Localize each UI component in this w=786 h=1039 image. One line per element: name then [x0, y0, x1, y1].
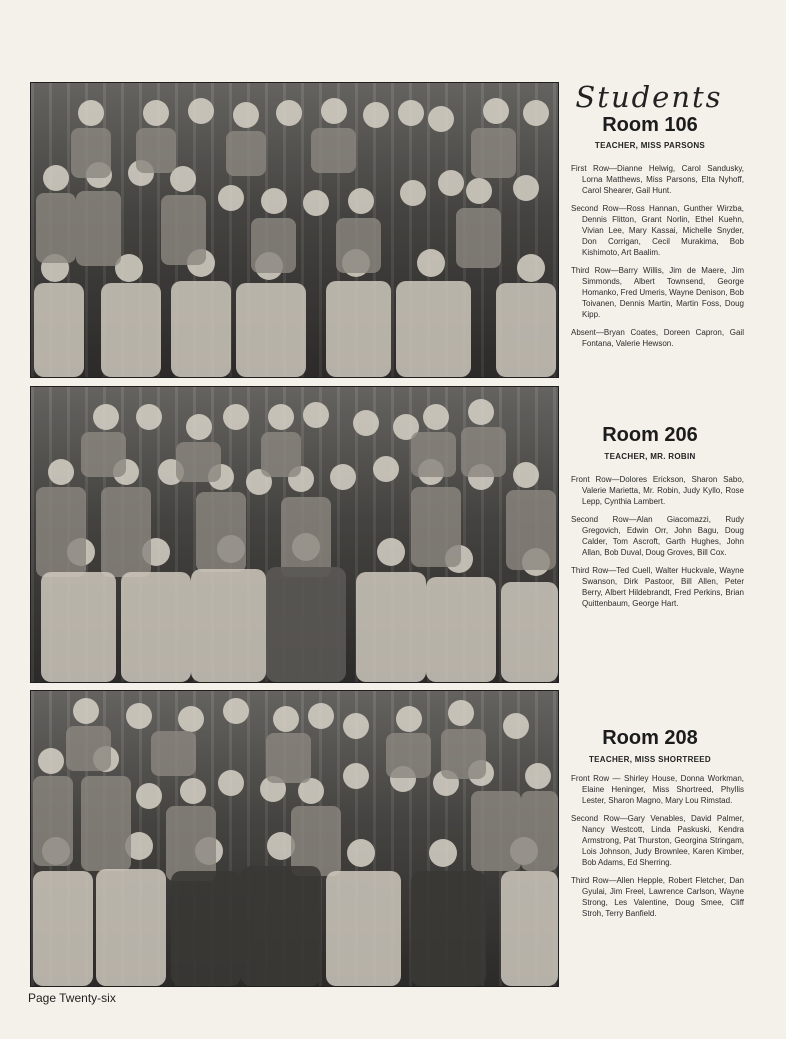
room-106-caption — [571, 163, 744, 356]
room-208-front-row: Front Row — Shirley House, Donna Workman, Elaine Heninger, Miss Shortreed, Phyllis Lester, Sharon Magno, Mary Lou Rimstad. — [571, 774, 744, 805]
room-208-third-row: Third Row—Allen Hepple, Robert Fletcher, Dan Gyulai, Jim Freel, Lawrence Carlson, Wayne Strong, Les Valentine, Doug Smee, Cliff Stroh, Terry Banfield. — [571, 876, 744, 918]
room-106-teacher: TEACHER, MISS PARSONS — [594, 141, 706, 150]
class-photo-figures — [31, 691, 558, 986]
room-208-caption — [571, 773, 744, 926]
section-title: Students — [575, 80, 723, 114]
class-photo-room-106 — [30, 82, 559, 378]
room-206-caption — [571, 474, 744, 616]
class-photo-room-208 — [30, 690, 559, 987]
class-photo-room-206 — [30, 386, 559, 683]
class-photo-figures — [31, 387, 558, 682]
room-208-teacher: TEACHER, MISS SHORTREED — [588, 755, 712, 764]
room-206-third-row: Third Row—Ted Cuell, Walter Huckvale, Wayne Swanson, Dirk Pastoor, Bill Allen, Peter Berry, Albert Hildebrandt, Fred Perkins, Brian Quittenbaum, George Hart. — [571, 566, 744, 608]
room-106-absent: Absent—Bryan Coates, Doreen Capron, Gail Fontana, Valerie Hewson. — [571, 328, 744, 348]
room-106-first-row: First Row—Dianne Helwig, Carol Sandusky, Lorna Matthews, Miss Parsons, Elta Nyhoff, Carol Shearer, Gail Hunt. — [571, 164, 744, 195]
class-photo-figures — [31, 83, 558, 377]
page-number: Page Twenty-six — [28, 991, 116, 1005]
room-106-third-row: Third Row—Barry Willis, Jim de Maere, Jim Simmonds, Albert Townsend, George Homanko, Fred Umeris, Wayne Denison, Bob Toivanen, Dennis Martin, Martin Foss, Doug Kipp. — [571, 266, 744, 319]
room-106-title: Room 106 — [602, 114, 698, 136]
room-206-title: Room 206 — [602, 424, 698, 446]
room-208-title: Room 208 — [602, 727, 698, 749]
room-206-second-row: Second Row—Alan Giacomazzi, Rudy Gregovich, Edwin Orr, John Bagu, Doug Calder, Tom Ascroft, Garth Hughes, John Allan, Bob Duval, Doug Groves, Bill Cox. — [571, 515, 744, 557]
room-106-second-row: Second Row—Ross Hannan, Gunther Wirzba, Dennis Flitton, Grant Norlin, Ethel Kuehn, Vivian Lee, Mary Kassai, Michelle Snyder, Don Corrigan, Cecil Murakima, Bob Kishimoto, Art Baalim. — [571, 204, 744, 257]
room-208-second-row: Second Row—Gary Venables, David Palmer, Nancy Westcott, Linda Paskuski, Kendra Armstrong, Pat Thurston, Georgina Stringam, Lois Johnson, Judy Brownlee, Karen Kimber, Bob Adams, Ed Sherring. — [571, 814, 744, 867]
room-206-front-row: Front Row—Dolores Erickson, Sharon Sabo, Valerie Marietta, Mr. Robin, Judy Kyllo, Rose Lepp, Cynthia Lambert. — [571, 475, 744, 506]
room-206-teacher: TEACHER, MR. ROBIN — [604, 452, 696, 461]
